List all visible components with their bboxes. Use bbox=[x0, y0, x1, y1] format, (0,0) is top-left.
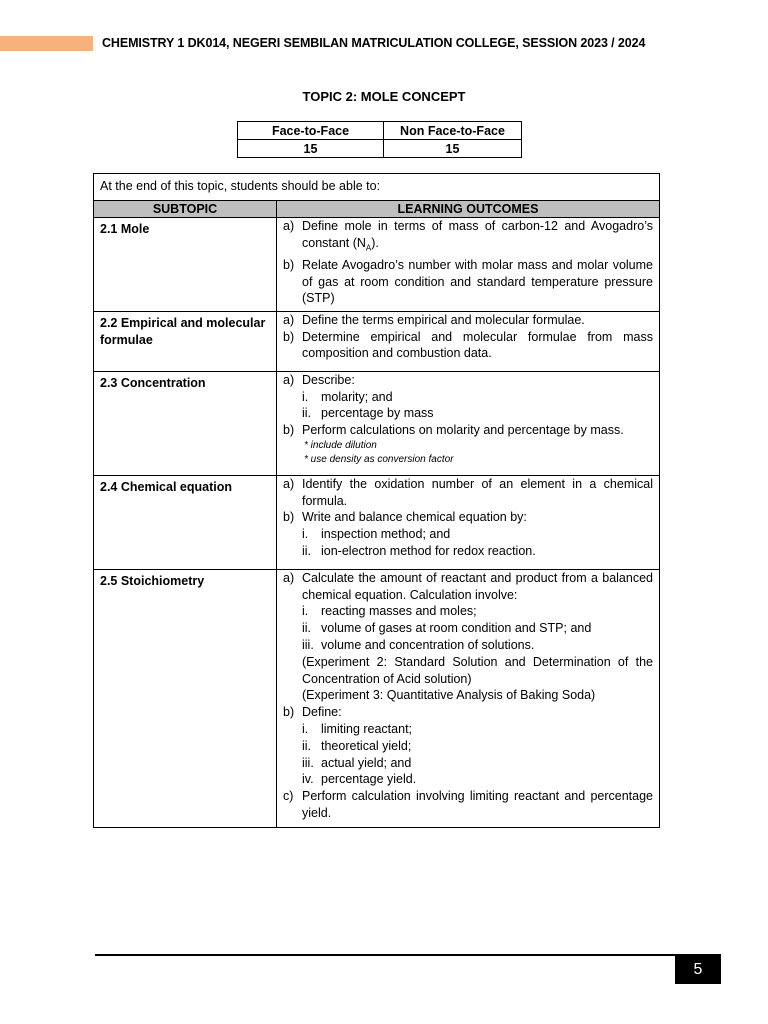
outcome-subitem: iii. actual yield; and bbox=[302, 755, 412, 770]
outcome-item: a) Calculate the amount of reactant and product from a balanced chemical equation. Calculation involve: bbox=[283, 570, 653, 602]
table-row bbox=[94, 569, 660, 827]
subtopic-cell: 2.1 Mole bbox=[94, 217, 277, 311]
outcome-item: a) Describe: bbox=[283, 372, 355, 387]
outcome-item: b) Perform calculations on molarity and percentage by mass. bbox=[283, 423, 624, 438]
page-number: 5 bbox=[675, 956, 721, 984]
note-dilution: * include dilution bbox=[304, 439, 377, 451]
outcome-item: a) Define the terms empirical and molecular formulae. bbox=[283, 312, 585, 327]
hours-header-non-face-to-face: Non Face-to-Face bbox=[384, 122, 522, 140]
subtopic-cell: 2.2 Empirical and molecular formulae bbox=[94, 311, 277, 371]
outcome-subitem: ii. theoretical yield; bbox=[302, 738, 412, 753]
hours-value-face-to-face: 15 bbox=[238, 140, 384, 158]
outcome-item: b) Write and balance chemical equation by: bbox=[283, 510, 527, 525]
learning-outcomes-table bbox=[93, 173, 660, 828]
table-row bbox=[94, 371, 660, 475]
outcome-subitem: iii. volume and concentration of solutions. bbox=[302, 637, 535, 652]
table-row bbox=[94, 311, 660, 371]
column-header-learning-outcomes: LEARNING OUTCOMES bbox=[277, 200, 660, 217]
outcomes-cell bbox=[277, 475, 660, 569]
outcomes-cell bbox=[277, 311, 660, 371]
outcome-subitem: ii. volume of gases at room condition and STP; and bbox=[302, 621, 592, 636]
outcome-item: b) Define: bbox=[283, 705, 342, 720]
experiment-3-note: (Experiment 3: Quantitative Analysis of Baking Soda) bbox=[302, 688, 596, 703]
outcomes-cell bbox=[277, 569, 660, 827]
header-accent-bar bbox=[0, 36, 93, 51]
header-title: CHEMISTRY 1 DK014, NEGERI SEMBILAN MATRICULATION COLLEGE, SESSION 2023 / 2024 bbox=[102, 36, 646, 50]
outcome-subitem: iv. percentage yield. bbox=[302, 772, 417, 787]
outcome-item: a) Define mole in terms of mass of carbon-12 and Avogadro’s constant $(N_A)$. bbox=[283, 218, 653, 253]
outcome-item: c) Perform calculation involving limiting reactant and percentage yield. bbox=[283, 789, 653, 820]
outcome-subitem: ii. ion-electron method for redox reaction. bbox=[302, 543, 536, 558]
experiment-2-note: (Experiment 2: Standard Solution and Determination of the Concentration of Acid solution) bbox=[302, 654, 653, 686]
topic-title: TOPIC 2: MOLE CONCEPT bbox=[302, 89, 466, 104]
outcome-item: b) Determine empirical and molecular formulae from mass composition and combustion data. bbox=[283, 329, 653, 361]
outcome-subitem: i. inspection method; and bbox=[302, 527, 451, 542]
note-density: * use density as conversion factor bbox=[304, 454, 454, 466]
outcome-item: b) Relate Avogadro’s number with molar mass and molar volume of gas at room condition and standard temperature pressure (STP) bbox=[283, 257, 653, 306]
subtopic-cell: 2.3 Concentration bbox=[94, 371, 277, 475]
outcomes-cell bbox=[277, 371, 660, 475]
subtopic-cell: 2.5 Stoichiometry bbox=[94, 569, 277, 827]
outcomes-cell bbox=[277, 217, 660, 311]
table-row bbox=[94, 475, 660, 569]
footer-rule bbox=[95, 954, 721, 956]
column-header-subtopic: SUBTOPIC bbox=[94, 200, 277, 217]
outcome-item: a) Identify the oxidation number of an element in a chemical formula. bbox=[283, 476, 653, 508]
outcome-subitem: ii. percentage by mass bbox=[302, 406, 434, 421]
subtopic-cell: 2.4 Chemical equation bbox=[94, 475, 277, 569]
outcome-subitem: i. limiting reactant; bbox=[302, 721, 413, 736]
outcome-subitem: i. reacting masses and moles; bbox=[302, 604, 477, 619]
hours-value-non-face-to-face: 15 bbox=[384, 140, 522, 158]
outcome-subitem: i. molarity; and bbox=[302, 389, 393, 404]
table-intro: At the end of this topic, students should be able to: bbox=[94, 174, 660, 201]
hours-header-face-to-face: Face-to-Face bbox=[238, 122, 384, 140]
table-row bbox=[94, 217, 660, 311]
hours-table bbox=[237, 121, 522, 158]
